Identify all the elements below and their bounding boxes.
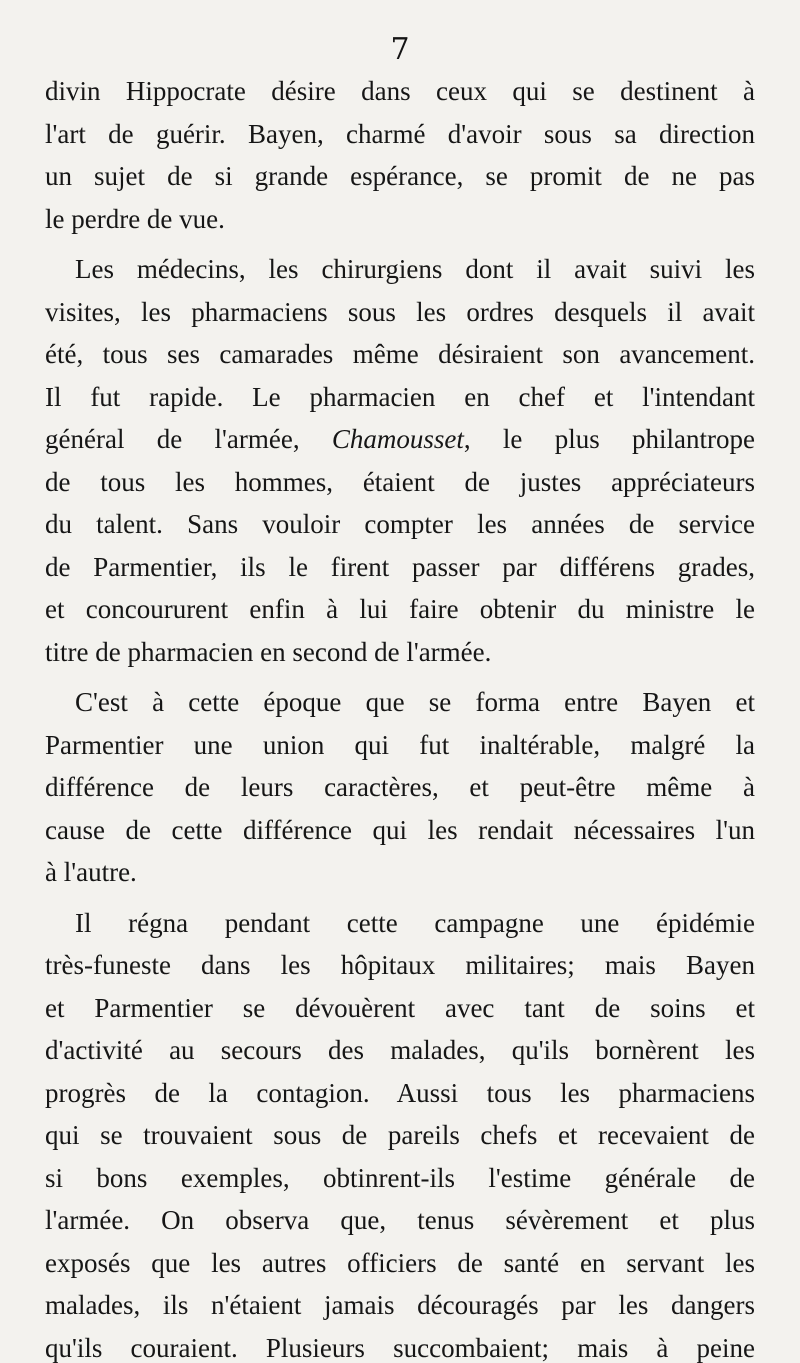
text-line bbox=[45, 724, 755, 767]
text-segment: du talent. Sans vouloir compter les années de service bbox=[45, 509, 755, 539]
text-segment: progrès de la contagion. Aussi tous les pharmaciens bbox=[45, 1077, 755, 1108]
text-segment: qu'ils couraient. Plusieurs succombaient; mais à peine bbox=[45, 1332, 755, 1363]
text-line bbox=[45, 1029, 755, 1072]
text-segment: général de l'armée, bbox=[45, 424, 332, 454]
text-segment: le perdre de vue. bbox=[45, 203, 225, 234]
text-line bbox=[45, 1114, 755, 1157]
text-line bbox=[45, 546, 755, 589]
text-segment: titre de pharmacien en second de l'armée. bbox=[45, 636, 492, 667]
body-text bbox=[45, 70, 755, 1363]
text-segment: C'est à cette époque que se forma entre Bayen et bbox=[75, 687, 755, 717]
text-line bbox=[45, 987, 755, 1030]
text-line bbox=[45, 902, 755, 945]
text-line bbox=[45, 809, 755, 852]
text-segment: différence de leurs caractères, et peut-être même à bbox=[45, 772, 755, 802]
text-segment: Parmentier une union qui fut inaltérable, malgré la bbox=[45, 729, 755, 760]
page-number: 7 bbox=[390, 32, 410, 67]
text-line bbox=[45, 631, 755, 674]
text-segment: d'activité au secours des malades, qu'ils bornèrent les bbox=[45, 1035, 755, 1065]
text-segment: divin Hippocrate désire dans ceux qui se destinent à bbox=[45, 76, 755, 106]
text-line bbox=[45, 1157, 755, 1200]
text-line bbox=[45, 588, 755, 631]
text-segment: de tous les hommes, étaient de justes appréciateurs bbox=[45, 466, 755, 497]
text-line bbox=[45, 418, 755, 461]
text-line bbox=[45, 155, 755, 198]
text-segment: à l'autre. bbox=[45, 857, 137, 887]
text-segment: visites, les pharmaciens sous les ordres desquels il avait bbox=[45, 296, 755, 327]
text-segment: l'armée. On observa que, tenus sévèrement et plus bbox=[45, 1205, 755, 1235]
text-segment: , le plus philantrope bbox=[463, 424, 755, 454]
text-line bbox=[45, 376, 755, 419]
text-segment: l'art de guérir. Bayen, charmé d'avoir sous sa direction bbox=[45, 118, 755, 149]
text-line bbox=[45, 1072, 755, 1115]
text-line bbox=[45, 113, 755, 156]
text-segment: un sujet de si grande espérance, se promit de ne pas bbox=[45, 161, 755, 191]
text-line bbox=[45, 681, 755, 724]
text-segment: malades, ils n'étaient jamais découragés par les dangers bbox=[45, 1290, 755, 1320]
text-line bbox=[45, 1199, 755, 1242]
text-line bbox=[45, 851, 755, 894]
text-line bbox=[45, 70, 755, 113]
text-segment: exposés que les autres officiers de santé en servant les bbox=[45, 1247, 755, 1278]
italic-name: Chamousset bbox=[331, 424, 464, 454]
text-segment: et concoururent enfin à lui faire obtenir du ministre le bbox=[45, 594, 755, 624]
text-segment: si bons exemples, obtinrent-ils l'estime générale de bbox=[45, 1162, 755, 1193]
text-segment: qui se trouvaient sous de pareils chefs et recevaient de bbox=[45, 1120, 755, 1150]
text-line bbox=[45, 944, 755, 987]
text-segment: Il fut rapide. Le pharmacien en chef et l'intendant bbox=[45, 381, 755, 412]
text-segment: Les médecins, les chirurgiens dont il avait suivi les bbox=[75, 254, 755, 284]
text-line bbox=[45, 1284, 755, 1327]
text-line bbox=[45, 766, 755, 809]
text-line bbox=[45, 291, 755, 334]
text-line bbox=[45, 1327, 755, 1363]
text-segment: très-funeste dans les hôpitaux militaires; mais Bayen bbox=[45, 950, 755, 980]
text-segment: Il régna pendant cette campagne une épidémie bbox=[75, 907, 755, 938]
text-segment: été, tous ses camarades même désiraient son avancement. bbox=[45, 339, 755, 369]
text-line bbox=[45, 198, 755, 241]
text-line bbox=[45, 461, 755, 504]
text-line bbox=[45, 333, 755, 376]
text-segment: et Parmentier se dévouèrent avec tant de soins et bbox=[45, 992, 755, 1023]
text-segment: de Parmentier, ils le firent passer par différens grades, bbox=[45, 551, 755, 582]
text-line bbox=[45, 503, 755, 546]
text-segment: cause de cette différence qui les rendait nécessaires l'un bbox=[45, 814, 755, 845]
text-line bbox=[45, 1242, 755, 1285]
text-line bbox=[45, 248, 755, 291]
